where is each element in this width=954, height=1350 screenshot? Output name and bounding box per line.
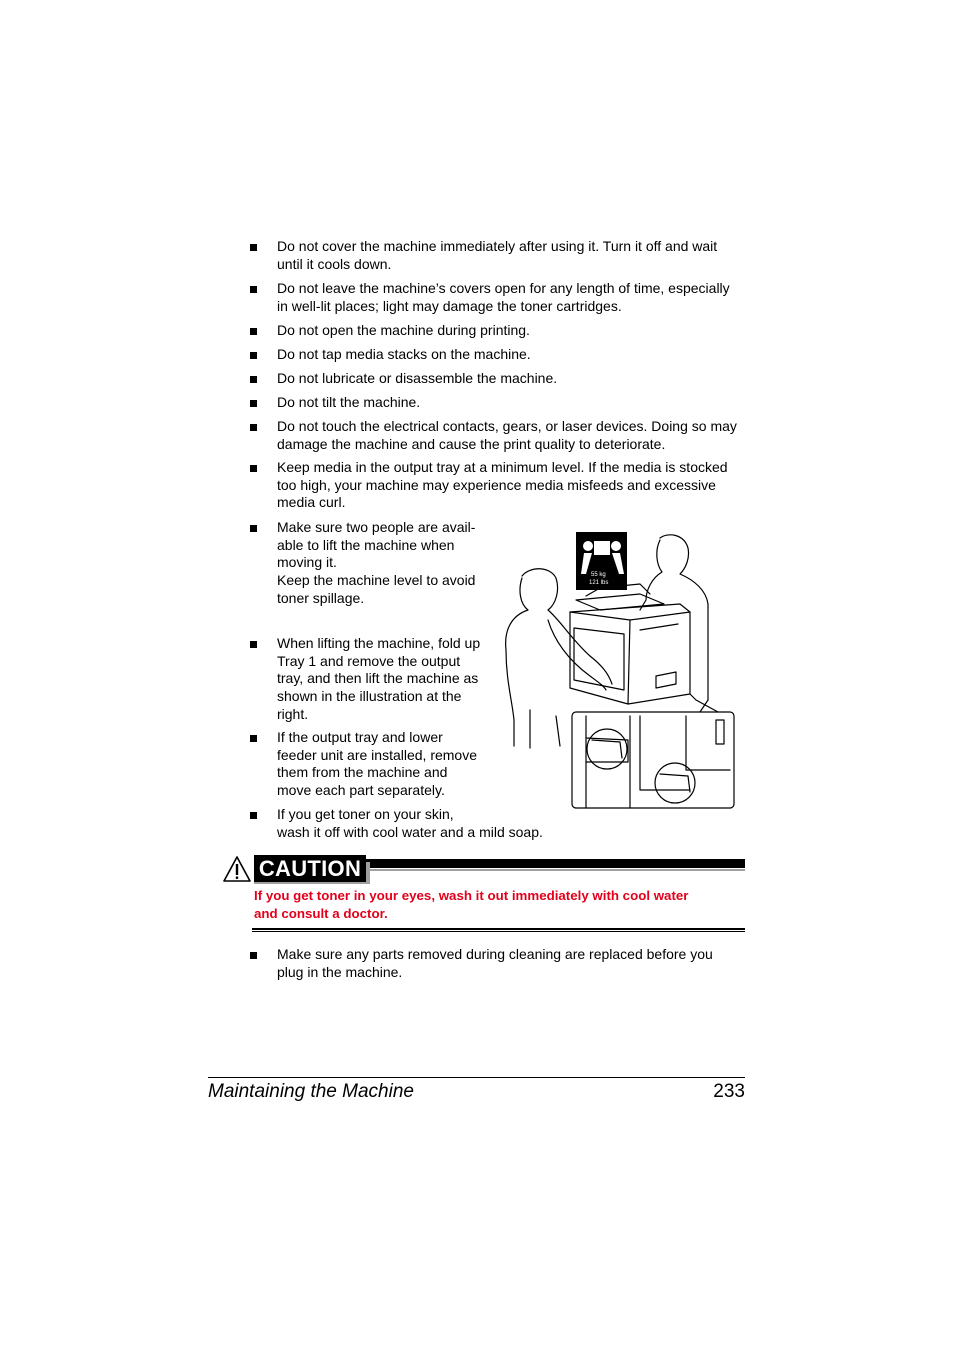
bullet-icon bbox=[250, 394, 268, 412]
footer-title: Maintaining the Machine bbox=[208, 1081, 414, 1102]
bullet-icon bbox=[250, 946, 268, 964]
bullet-icon bbox=[250, 346, 268, 364]
bullet-icon bbox=[250, 418, 268, 436]
caution-bottom-rule-shadow bbox=[252, 931, 745, 932]
caution-text: If you get toner in your eyes, wash it out immediately with cool water and consult a doctor. bbox=[254, 888, 689, 921]
weight-kg-label: 55 kg bbox=[591, 572, 606, 578]
caution-label: CAUTION bbox=[254, 855, 366, 882]
page-number: 233 bbox=[713, 1081, 745, 1102]
bullet-icon bbox=[250, 322, 268, 340]
bullet-icon bbox=[250, 238, 268, 256]
bullet-icon bbox=[250, 459, 268, 477]
bullet-icon bbox=[250, 519, 268, 537]
bullet-icon bbox=[250, 280, 268, 298]
bullet-icon bbox=[250, 370, 268, 388]
footer-rule bbox=[208, 1077, 745, 1078]
weight-lbs-label: 121 lbs bbox=[589, 580, 609, 586]
caution-bottom-rule bbox=[252, 928, 745, 930]
bullet-icon bbox=[250, 806, 268, 824]
lifting-illustration bbox=[500, 528, 740, 813]
bullet-icon bbox=[250, 635, 268, 653]
warning-triangle-icon bbox=[222, 855, 252, 883]
bullet-icon bbox=[250, 729, 268, 747]
